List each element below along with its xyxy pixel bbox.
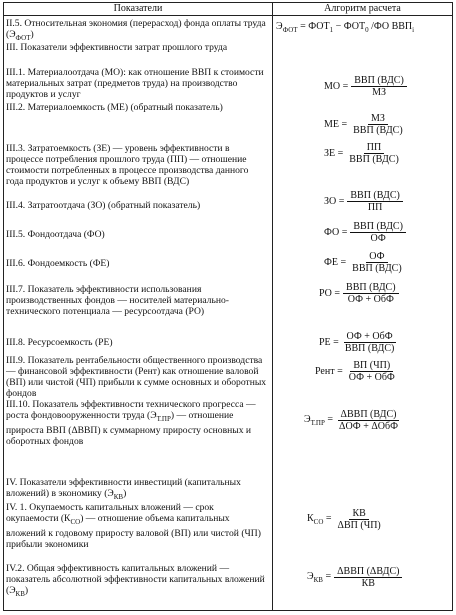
row-tech-progress: III.10. Показатель эффективности технического прогресса — роста фондовооруженности труда $(Э_{Т.ПР})$ — отношение прироста ВВП (ΔВВП) к суммарному приросту основных и оборотных фондов <box>6 399 256 447</box>
header-algorithm: Алгоритм расчета <box>324 3 401 14</box>
formula-zo: ЗО = $\frac{\text{ВВП (ВДС)}}{ПП}$ <box>324 190 403 213</box>
row-resource-return: III.7. Показатель эффективности использования производственных фондов — носителей материально-технического потенциала — ресурсоотдача (РО) <box>6 284 229 317</box>
row-fund-intensity: III.6. Фондоемкость (ФЕ) <box>6 258 110 269</box>
row-relative-savings: II.5. Относительная экономия (перерасход) фонда оплаты труда $(Э_{ФОТ})$ <box>6 18 266 42</box>
formula-fe: ФЕ = $\frac{ОФ}{\text{ВВП (ВДС)}}$ <box>324 251 402 274</box>
formula-etpr: $Э_{Т.ПР}$ = $\frac{\text{ΔВВП (ВДС)}}{\text{ΔОФ + ΔОбФ}}$ <box>304 409 398 432</box>
row-payback: IV. 1. Окупаемость капитальных вложений — срок окупаемости $(К_{СО})$ — отношение объема капитальных вложений к годовому приросту валовой (ВП) или чистой (ЧП) прибыли экономики <box>6 502 261 550</box>
formula-ekv: $Э_{КВ}$ = $\frac{\text{ΔВВП (ΔВДС)}}{КВ}$ <box>307 566 402 589</box>
formula-re: РЕ = $\frac{\text{ОФ + ОбФ}}{\text{ВВП (ВДС)}}$ <box>319 331 395 354</box>
formula-fo: ФО = $\frac{\text{ВВП (ВДС)}}{ОФ}$ <box>324 221 406 244</box>
row-section-iii: III. Показатели эффективности затрат прошлого труда <box>6 42 228 53</box>
row-section-iv: IV. Показатели эффективности инвестиций (капитальных вложений) в экономику $(Э_{КВ})$ <box>6 477 241 501</box>
column-divider <box>272 3 273 610</box>
row-fund-return: III.5. Фондоотдача (ФО) <box>6 229 105 240</box>
formula-mo: МО = $\frac{\text{ВВП (ВДС)}}{МЗ}$ <box>324 75 407 98</box>
header-indicators: Показатели <box>113 3 163 14</box>
row-material-intensity: III.2. Материалоемкость (МЕ) (обратный показатель) <box>6 102 223 113</box>
row-cost-intensity: III.3. Затратоемкость (ЗЕ) — уровень эффективности в процессе потребления прошлого труда (ПП) — отношение стоимости потребленных в процессе производства данного года продуктов и услуг к объему ВВП (ВДС) <box>6 143 249 187</box>
formula-kso: $К_{СО}$ = $\frac{КВ}{\text{ΔВП (ЧП)}}$ <box>307 508 381 531</box>
row-profitability: III.9. Показатель рентабельности общественного производства — финансовой эффективности (Рент) как отношение валовой (ВП) или чистой (ЧП) прибыли к сумме основных и оборотных фондов <box>6 355 267 399</box>
formula-ze: ЗЕ = $\frac{ПП}{\text{ВВП (ВДС)}}$ <box>324 142 399 165</box>
formula-me: МЕ = $\frac{МЗ}{\text{ВВП (ВДС)}}$ <box>324 113 403 136</box>
indicators-table <box>3 2 453 611</box>
row-material-return: III.1. Материалоотдача (МО): как отношение ВВП к стоимости материальных затрат (предметов труда) на производство продуктов и услуг <box>6 67 264 100</box>
row-resource-intensity: III.8. Ресурсоемкость (РЕ) <box>6 337 113 348</box>
formula-relative-savings: $Э_{ФОТ} = ФОТ_1 - ФОТ_0$ /ФО $ВВП_i$ <box>276 21 415 34</box>
header-divider <box>4 15 452 16</box>
row-cost-return: III.4. Затратоотдача (ЗО) (обратный показатель) <box>6 200 201 211</box>
formula-rent: Рент = $\frac{ВП (ЧП)}{\text{ОФ + ОбФ}}$ <box>315 360 395 383</box>
row-overall-efficiency: IV.2. Общая эффективность капитальных вложений — показатель абсолютной эффективности капитальных вложений $(Э_{КВ})$ <box>6 563 265 598</box>
formula-ro: РО = $\frac{\text{ВВП (ВДС)}}{\text{ОФ + ОбФ}}$ <box>319 282 399 305</box>
